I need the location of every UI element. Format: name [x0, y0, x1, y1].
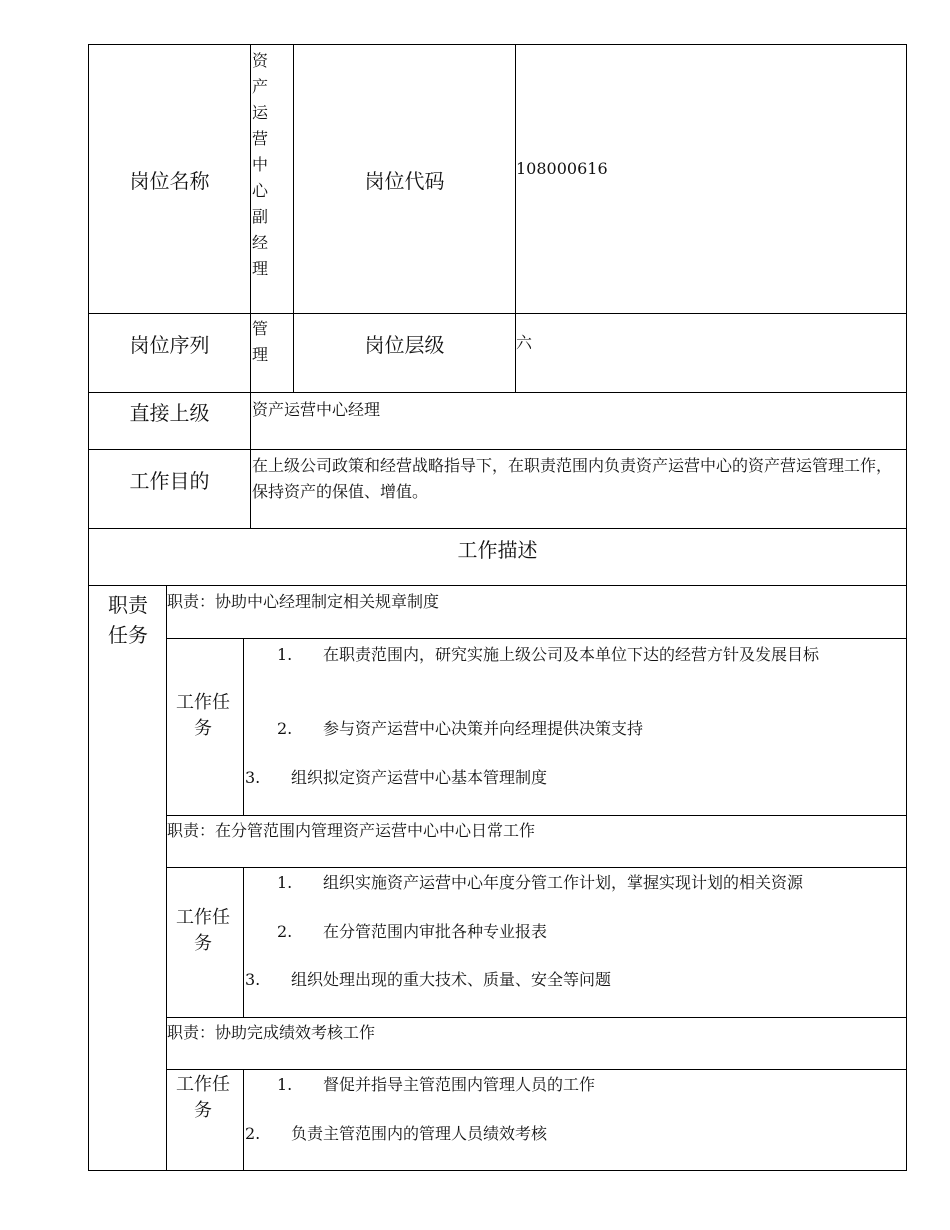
position-series-value: 管理 [252, 319, 269, 364]
position-name-value: 资产运营中心副经理 [252, 51, 269, 278]
task-text: 督促并指导主管范围内管理人员的工作 [323, 1075, 596, 1094]
task-text: 负责主管范围内的管理人员绩效考核 [291, 1124, 548, 1143]
task-text: 参与资产运营中心决策并向经理提供决策支持 [323, 719, 644, 738]
task-number: 2. [277, 719, 293, 738]
task-number: 3. [245, 768, 261, 787]
task-item [277, 642, 889, 668]
task-number: 2. [245, 1124, 261, 1143]
work-description-title: 工作描述 [457, 537, 538, 562]
task-text: 组织处理出现的重大技术、质量、安全等问题 [291, 970, 612, 989]
direct-superior-value: 资产运营中心经理 [252, 400, 381, 419]
position-level-value: 六 [516, 333, 533, 352]
task-text: 在职责范围内，研究实施上级公司及本单位下达的经营方针及发展目标 [323, 645, 820, 664]
task-item [245, 967, 611, 993]
duty-title: 职责：在分管范围内管理资产运营中心中心日常工作 [167, 821, 536, 840]
position-code-value: 108000616 [516, 159, 608, 178]
position-code-label: 岗位代码 [364, 168, 445, 193]
task-item [277, 870, 803, 896]
task-label: 工作任务 [176, 1074, 230, 1121]
direct-superior-label: 直接上级 [129, 400, 210, 425]
task-text: 组织实施资产运营中心年度分管工作计划，掌握实现计划的相关资源 [323, 873, 804, 892]
duties-section-label: 职责任务 [108, 593, 148, 647]
job-purpose-value: 在上级公司政策和经营战略指导下，在职责范围内负责资产运营中心的资产营运管理工作，保持资产的保值、增值。 [252, 456, 893, 501]
task-item [277, 919, 547, 945]
task-label: 工作任务 [176, 907, 230, 954]
task-item [245, 765, 547, 791]
task-number: 2. [277, 922, 293, 941]
duty-title: 职责：协助中心经理制定相关规章制度 [167, 592, 440, 611]
task-item [277, 1072, 595, 1098]
position-level-label: 岗位层级 [364, 332, 445, 357]
task-label: 工作任务 [176, 692, 230, 739]
task-number: 1. [277, 873, 293, 892]
task-item [245, 1121, 547, 1147]
position-series-label: 岗位序列 [129, 332, 210, 357]
task-number: 3. [245, 970, 261, 989]
job-purpose-label: 工作目的 [129, 468, 210, 493]
duty-title: 职责：协助完成绩效考核工作 [167, 1023, 376, 1042]
task-number: 1. [277, 1075, 293, 1094]
task-text: 组织拟定资产运营中心基本管理制度 [291, 768, 548, 787]
task-text: 在分管范围内审批各种专业报表 [323, 922, 548, 941]
task-number: 1. [277, 645, 293, 664]
position-name-label: 岗位名称 [129, 168, 210, 193]
task-item [277, 716, 643, 742]
